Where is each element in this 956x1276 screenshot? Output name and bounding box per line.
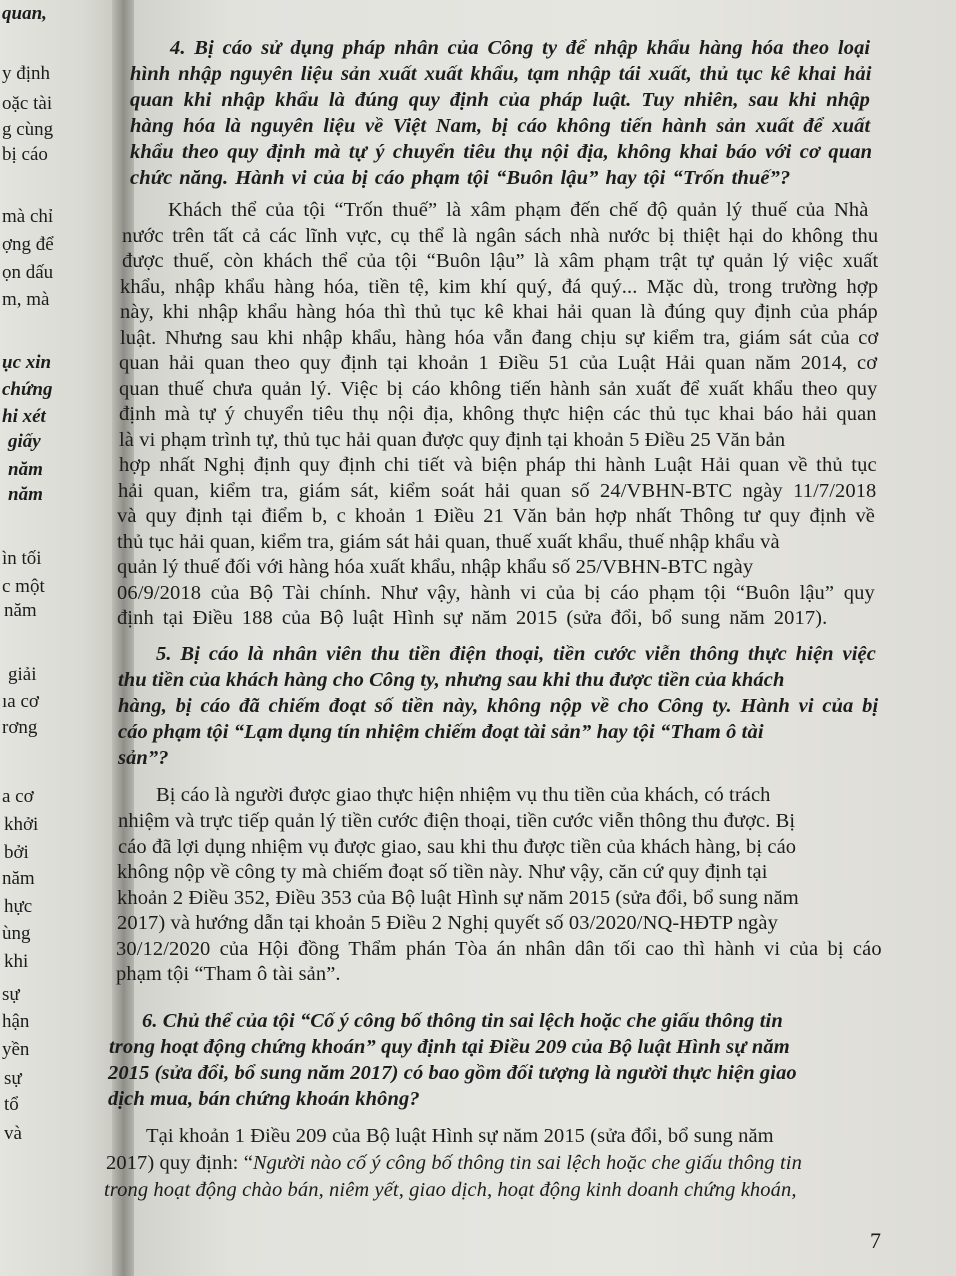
margin-fragment: quan, — [2, 3, 47, 24]
question-line: 2015 (sửa đổi, bổ sung năm 2017) có bao gồm đối tượng là người thực hiện giao — [108, 1062, 797, 1084]
question-line: 6. Chủ thể của tội “Cố ý công bố thông tin sai lệch hoặc che giấu thông tin — [142, 1010, 783, 1032]
margin-fragment: năm — [4, 600, 37, 621]
margin-fragment: ùng — [2, 923, 31, 944]
answer-line: 2017) và hướng dẫn tại khoản 5 Điều 2 Nghị quyết số 03/2020/NQ-HĐTP ngày — [117, 912, 778, 934]
answer-line: hợp nhất Nghị định quy định chi tiết và biện pháp thi hành Luật Hải quan về thủ tục — [119, 454, 877, 476]
answer-line: được thuế, còn khách thể của tội “Buôn lậu” là xâm phạm trật tự quản lý việc xuất — [122, 250, 879, 272]
answer-line: khoản 2 Điều 352, Điều 353 của Bộ luật Hình sự năm 2015 (sửa đổi, bổ sung năm — [117, 887, 799, 909]
margin-fragment: mà chỉ — [2, 206, 54, 227]
answer-line: hải quan, kiểm tra, giám sát, kiểm soát hải quan số 24/VBHN-BTC ngày 11/7/2018 — [118, 480, 877, 502]
margin-fragment: ợng để — [2, 234, 54, 255]
answer-line: Khách thể của tội “Trốn thuế” là xâm phạm đến chế độ quản lý thuế của Nhà — [168, 199, 869, 221]
margin-fragment: ıa cơ — [2, 691, 39, 712]
margin-fragment: a cơ — [2, 786, 34, 807]
question-line: cáo phạm tội “Lạm dụng tín nhiệm chiếm đoạt tài sản” hay tội “Tham ô tài — [118, 721, 764, 743]
final-paragraph-line-2: 2017) quy định: “Người nào cố ý công bố thông tin sai lệch hoặc che giấu thông tin — [106, 1152, 802, 1174]
margin-fragment: ọn dấu — [2, 262, 54, 283]
quoted-law-text: Người nào cố ý công bố thông tin sai lệch hoặc che giấu thông tin — [252, 1152, 802, 1174]
answer-line: định tại Điều 188 của Bộ luật Hình sự năm 2015 (sửa đổi, bổ sung năm 2017). — [117, 607, 828, 629]
margin-fragment: và — [4, 1123, 22, 1144]
question-line: chức năng. Hành vi của bị cáo phạm tội “Buôn lậu” hay tội “Trốn thuế”? — [130, 167, 791, 189]
answer-line: quản lý thuế đối với hàng hóa xuất khẩu, nhập khẩu số 25/VBHN-BTC ngày — [117, 556, 754, 578]
answer-line: nước trên tất cả các lĩnh vực, cụ thể là ngân sách nhà nước bị thiệt hại do không thu — [122, 225, 879, 247]
question-line: dịch mua, bán chứng khoán không? — [108, 1088, 420, 1110]
answer-line: quan hải quan theo quy định tại khoản 1 Điều 51 của Luật Hải quan năm 2014, cơ — [119, 352, 878, 374]
margin-fragment: rơng — [2, 717, 38, 738]
margin-fragment: bị cáo — [2, 144, 48, 165]
answer-line: luật. Nhưng sau khi nhập khẩu, hàng hóa vẫn đang chịu sự kiểm tra, giám sát của cơ — [120, 327, 879, 349]
answer-line: 30/12/2020 của Hội đồng Thẩm phán Tòa án nhân dân tối cao thì hành vi của bị cáo — [116, 938, 882, 960]
final-paragraph-line-1: Tại khoản 1 Điều 209 của Bộ luật Hình sự năm 2015 (sửa đổi, bổ sung năm — [146, 1125, 774, 1147]
answer-line: 06/9/2018 của Bộ Tài chính. Như vậy, hành vi của bị cáo phạm tội “Buôn lậu” quy — [117, 582, 875, 604]
margin-fragment: bởi — [4, 842, 29, 863]
margin-fragment: ìn tối — [2, 548, 42, 569]
answer-line: nhiệm và trực tiếp quản lý tiền cước điện thoại, tiền cước viễn thông thu được. Bị — [118, 810, 796, 832]
question-line: quan khi nhập khẩu là đúng quy định của pháp luật. Tuy nhiên, sau khi nhập — [130, 89, 871, 111]
margin-fragment: hận — [2, 1011, 30, 1032]
margin-fragment: khởi — [4, 814, 39, 835]
question-line: 4. Bị cáo sử dụng pháp nhân của Công ty để nhập khẩu hàng hóa theo loại — [170, 37, 871, 59]
margin-fragment: giấy — [8, 431, 41, 452]
question-line: hình nhập nguyên liệu sản xuất xuất khẩu, tạm nhập tái xuất, thủ tục kê khai hải — [130, 63, 872, 85]
answer-line: là vi phạm trình tự, thủ tục hải quan được quy định tại khoản 5 Điều 25 Văn bản — [119, 429, 786, 451]
margin-fragment: yền — [2, 1039, 30, 1060]
margin-fragment: ục xin — [2, 352, 52, 373]
question-line: hàng, bị cáo đã chiếm đoạt số tiền này, không nộp về cho Công ty. Hành vi của bị — [118, 695, 879, 717]
answer-line: Bị cáo là người được giao thực hiện nhiệm vụ thu tiền của khách, có trách — [156, 784, 771, 806]
margin-fragment: khi — [4, 951, 29, 972]
final-paragraph-line-3: trong hoạt động chào bán, niêm yết, giao dịch, hoạt động kinh doanh chứng khoán, — [104, 1179, 797, 1201]
margin-fragment: sự — [4, 1068, 22, 1089]
question-line: trong hoạt động chứng khoán” quy định tại Điều 209 của Bộ luật Hình sự năm — [109, 1036, 790, 1058]
margin-fragment: sự — [2, 984, 20, 1005]
margin-fragment: năm — [8, 484, 43, 505]
margin-fragment: chứng — [2, 379, 53, 400]
question-line: sản”? — [118, 747, 169, 769]
margin-fragment: m, mà — [2, 289, 50, 310]
margin-fragment: giải — [8, 664, 37, 685]
answer-line: quan thuế chưa quản lý. Việc bị cáo không tiến hành sản xuất để xuất khẩu theo quy — [119, 378, 878, 400]
answer-line: và quy định tại điểm b, c khoản 1 Điều 21 Văn bản hợp nhất Thông tư quy định về — [117, 505, 875, 527]
question-line: hàng hóa là nguyên liệu về Việt Nam, bị cáo không tiến hành sản xuất để xuất — [130, 115, 871, 137]
answer-line: cáo đã lợi dụng nhiệm vụ được giao, sau khi thu được tiền của khách hàng, bị cáo — [118, 836, 797, 858]
margin-fragment: y định — [2, 63, 51, 84]
margin-fragment: năm — [8, 459, 43, 480]
margin-fragment: hực — [4, 896, 33, 917]
answer-line: này, khi nhập khẩu hàng hóa thì thủ tục kê khai hải quan là đúng quy định của pháp — [120, 301, 878, 323]
question-line: thu tiền của khách hàng cho Công ty, nhưng sau khi thu được tiền của khách — [118, 669, 785, 691]
margin-fragment: c một — [2, 576, 45, 597]
question-line: khẩu theo quy định mà tự ý chuyển tiêu thụ nội địa, không khai báo với cơ quan — [130, 141, 873, 163]
answer-line: định mà tự ý chuyển tiêu thụ nội địa, không thực hiện các thủ tục khai báo hải quan — [119, 403, 877, 425]
margin-fragment: hi xét — [2, 406, 46, 427]
answer-line: phạm tội “Tham ô tài sản”. — [116, 963, 341, 985]
margin-fragment: g cùng — [2, 119, 54, 140]
margin-fragment: năm — [2, 868, 35, 889]
question-line: 5. Bị cáo là nhân viên thu tiền điện thoại, tiền cước viễn thông thực hiện việc — [156, 643, 876, 665]
margin-fragment: oặc tài — [2, 93, 53, 114]
page-number: 7 — [870, 1228, 881, 1253]
answer-line: khẩu, nhập khẩu hàng hóa, tiền tệ, kim khí quý, đá quý... Mặc dù, trong trường hợp — [120, 276, 879, 298]
answer-line: thủ tục hải quan, kiểm tra, giám sát hải quan, thuế xuất khẩu, thuế nhập khẩu và — [117, 531, 780, 553]
margin-fragment: tổ — [4, 1094, 19, 1115]
answer-line: không nộp về công ty mà chiếm đoạt số tiền này. Như vậy, căn cứ quy định tại — [117, 861, 768, 883]
